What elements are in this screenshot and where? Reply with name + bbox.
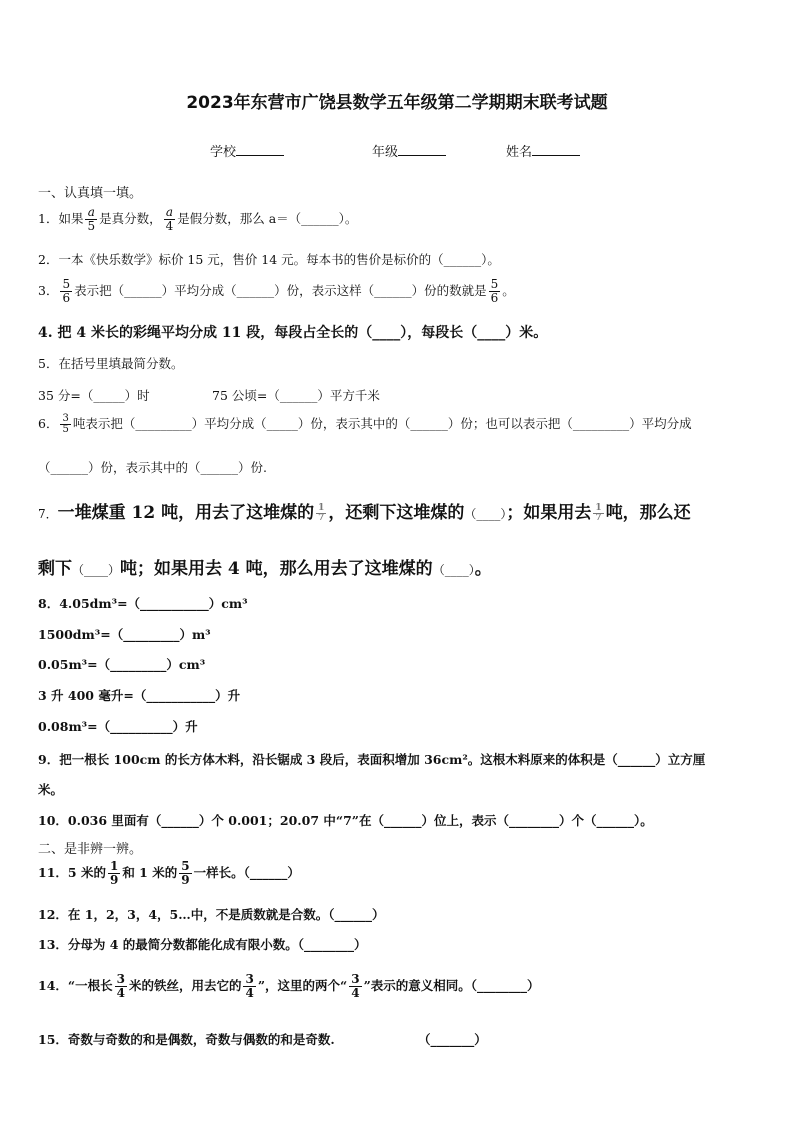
q7-text-f: 吨；如果用去 4 吨，那么用去了这堆煤的 <box>120 559 433 579</box>
question-8-item-3: 0.05m³=（_________）cm³ <box>38 657 206 672</box>
question-1 <box>38 206 357 233</box>
q6-text-a: 6． <box>38 416 59 431</box>
question-14 <box>38 973 540 1000</box>
question-15-answer[interactable]: （_______） <box>418 1032 487 1047</box>
q11-fraction-1: $\frac{1}{9}$ <box>109 859 119 887</box>
q14-text-c: ”，这里的两个“ <box>257 978 348 993</box>
q7-fraction-2: $\frac{1}{7}$ <box>595 503 602 523</box>
question-5-item-2: 75 公顷=（______）平方千米 <box>212 388 380 403</box>
q1-text-c: 是假分数，那么 a＝（______）。 <box>177 211 358 226</box>
q14-fraction-3: $\frac{3}{4}$ <box>351 972 360 1000</box>
q1-text-a: 1．如果 <box>38 211 84 226</box>
section-1-heading: 一、认真填一填。 <box>38 186 143 201</box>
q7-text-a: 一堆煤重 12 吨，用去了这堆煤的 <box>57 503 315 523</box>
question-11 <box>38 860 300 887</box>
q3-text-b: 表示把（______）平均分成（______）份，表示这样（______）份的数就是 <box>74 283 487 298</box>
page-title: 2023年东营市广饶县数学五年级第二学期期末联考试题 <box>186 93 608 113</box>
q3-fraction-2: $\frac{5}{6}$ <box>490 277 499 305</box>
question-12: 12．在 1，2，3，4，5…中，不是质数就是合数。（______） <box>38 907 385 922</box>
q7-blank-1[interactable]: （____） <box>464 507 507 521</box>
question-7-line-2 <box>38 554 492 579</box>
question-3 <box>38 278 515 305</box>
school-field[interactable] <box>210 141 284 160</box>
school-label: 学校 <box>210 145 237 160</box>
q11-text-b: 和 1 米的 <box>122 865 178 880</box>
q7-text-b: ，还剩下这堆煤的 <box>328 503 465 523</box>
q11-fraction-2: $\frac{5}{9}$ <box>181 859 190 887</box>
question-13: 13．分母为 4 的最简分数都能化成有限小数。（________） <box>38 937 367 952</box>
q3-text-a: 3． <box>38 283 59 298</box>
question-8-item-2: 1500dm³=（_________）m³ <box>38 627 211 642</box>
q14-text-b: 米的铁丝，用去它的 <box>128 978 242 993</box>
question-5-item-1: 35 分=（_____）时 <box>38 388 150 403</box>
q7-text-d: 吨，那么还 <box>605 503 691 523</box>
q6-fraction: $\frac{3}{5}$ <box>62 413 69 435</box>
q3-text-c: 。 <box>502 283 515 298</box>
question-10: 10．0.036 里面有（______）个 0.001；20.07 中“7”在（______）位上，表示（________）个（______）。 <box>38 813 653 828</box>
question-15: 15．奇数与奇数的和是偶数，奇数与偶数的和是奇数. <box>38 1032 335 1047</box>
q7-fraction-1: $\frac{1}{7}$ <box>318 503 325 523</box>
grade-blank[interactable] <box>398 143 446 156</box>
q14-fraction-2: $\frac{3}{4}$ <box>245 972 254 1000</box>
grade-field[interactable] <box>372 141 446 160</box>
name-field[interactable] <box>506 141 580 160</box>
question-4: 4. 把 4 米长的彩绳平均分成 11 段，每段占全长的（____），每段长（____）米。 <box>38 325 548 341</box>
question-8-item-1: 8．4.05dm³=（___________）cm³ <box>38 596 248 611</box>
name-label: 姓名 <box>506 145 533 160</box>
q1-text-b: 是真分数， <box>99 211 162 226</box>
question-8-item-5: 0.08m³=（__________）升 <box>38 719 198 734</box>
q11-text-a: 11．5 米的 <box>38 865 106 880</box>
name-blank[interactable] <box>532 143 580 156</box>
question-9: 9．把一根长 100cm 的长方体木料，沿长锯成 3 段后，表面积增加 36cm²。这根木料原来的体积是（______）立方厘 <box>38 752 706 767</box>
question-6 <box>38 414 692 435</box>
q7-text-g: 。 <box>474 559 492 579</box>
q3-fraction-1: $\frac{5}{6}$ <box>62 277 71 305</box>
q1-fraction-2: $\frac{a}{4}$ <box>165 205 174 233</box>
question-6-cont: （______）份，表示其中的（______）份. <box>38 460 267 475</box>
question-8-item-4: 3 升 400 毫升=（___________）升 <box>38 688 241 703</box>
q7-blank-2[interactable]: （____） <box>72 563 121 577</box>
question-5: 5．在括号里填最简分数。 <box>38 356 184 371</box>
q14-fraction-1: $\frac{3}{4}$ <box>116 972 125 1000</box>
grade-label: 年级 <box>372 145 399 160</box>
q6-text-b: 吨表示把（_________）平均分成（_____）份，表示其中的（______）份；也可以表示把（_________）平均分成 <box>72 416 692 431</box>
q7-number: 7． <box>38 507 58 521</box>
question-2: 2．一本《快乐数学》标价 15 元，售价 14 元。每本书的售价是标价的（______）。 <box>38 252 500 267</box>
question-7-line-1 <box>38 498 691 523</box>
q1-fraction-1: $\frac{a}{5}$ <box>87 205 96 233</box>
section-2-heading: 二、是非辨一辨。 <box>38 842 143 857</box>
q7-blank-3[interactable]: （____） <box>432 563 475 577</box>
question-9-cont: 米。 <box>38 782 64 797</box>
q14-text-d: ”表示的意义相同。（________） <box>363 978 540 993</box>
q7-text-c: ；如果用去 <box>506 503 592 523</box>
q14-text-a: 14．“一根长 <box>38 978 113 993</box>
q7-text-e: 剩下 <box>38 559 72 579</box>
school-blank[interactable] <box>236 143 284 156</box>
q11-text-c: 一样长。（______） <box>193 865 300 880</box>
